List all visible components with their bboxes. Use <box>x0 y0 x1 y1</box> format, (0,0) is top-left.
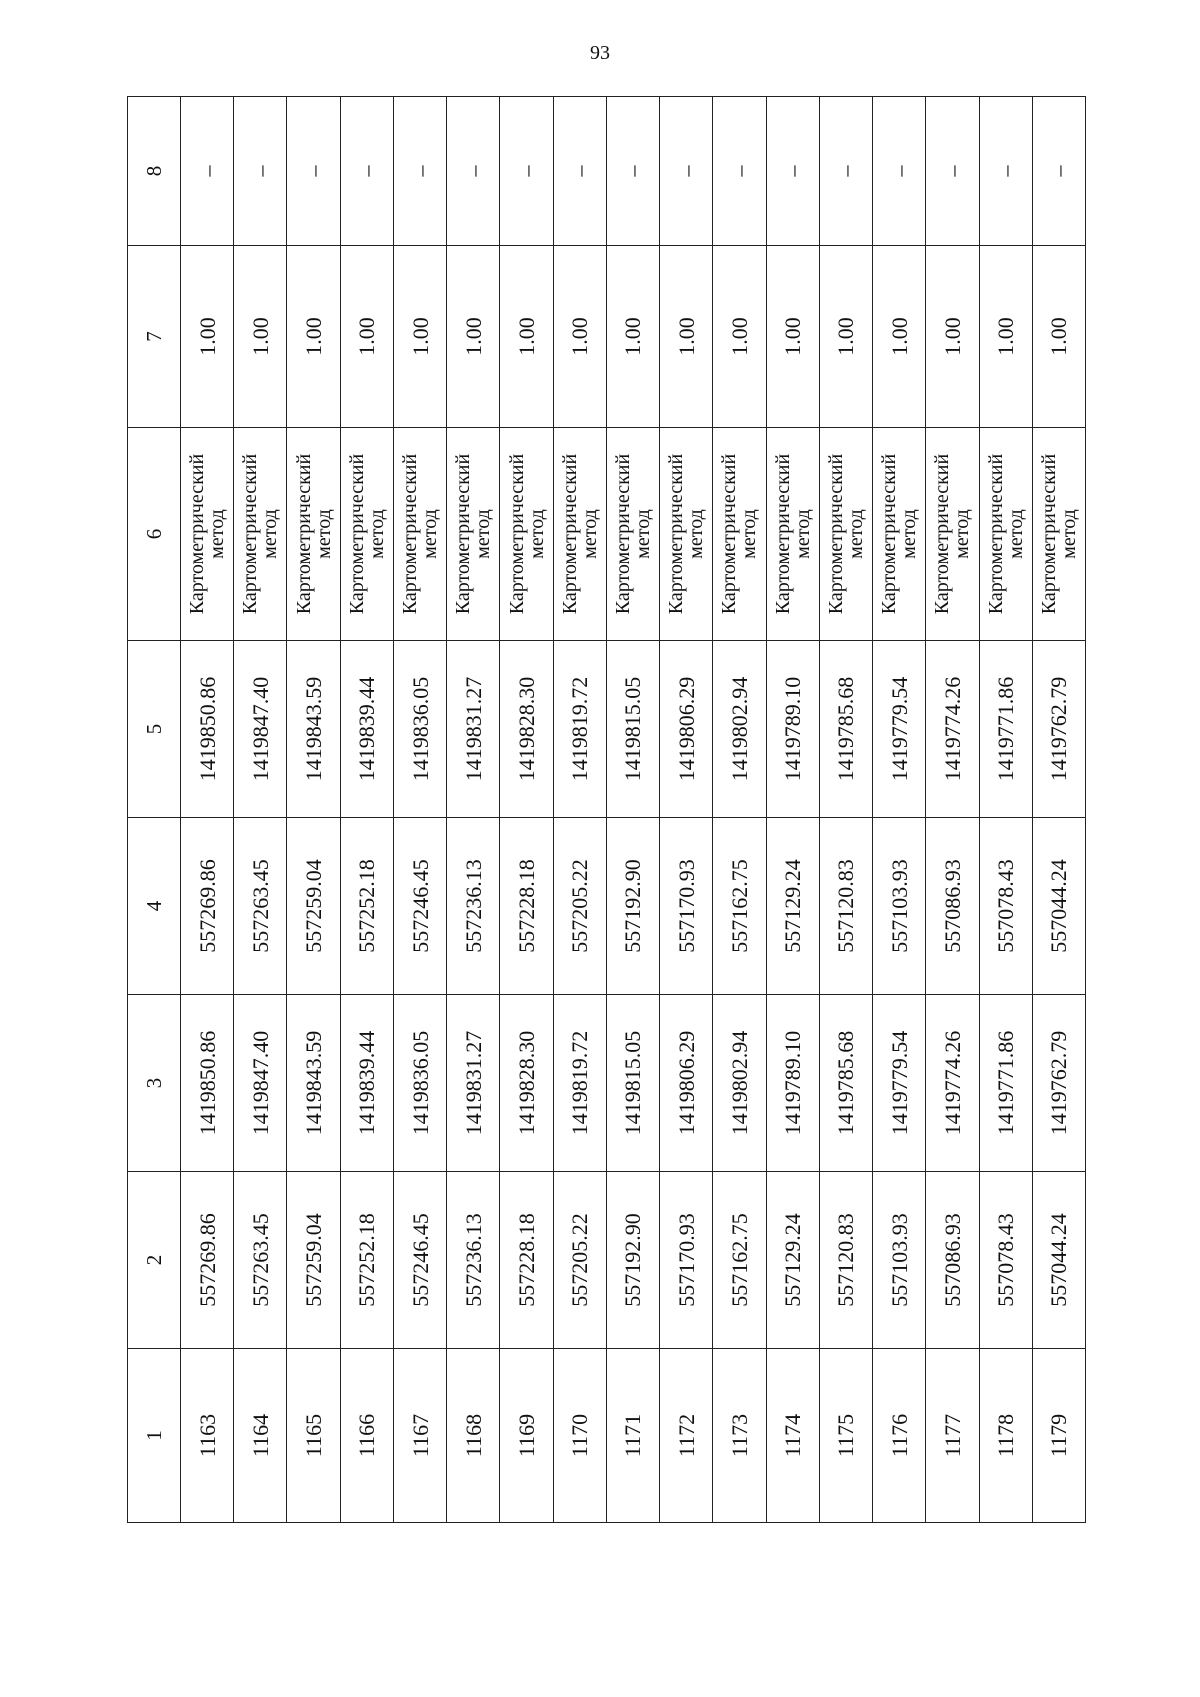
y-coordinate-cell: 1419815.05 <box>606 641 659 818</box>
y-coordinate-cell: 1419843.59 <box>287 641 340 818</box>
note-cell: – <box>447 97 500 246</box>
table-row <box>926 97 979 1523</box>
table-row <box>447 97 500 1523</box>
column-header: 1 <box>128 1349 181 1523</box>
table-row <box>766 97 819 1523</box>
x-coordinate-cell: 557252.18 <box>340 818 393 995</box>
y-coordinate-cell: 1419779.54 <box>873 995 926 1172</box>
method-cell: Картометрический метод <box>819 428 872 641</box>
point-number-cell: 1174 <box>766 1349 819 1523</box>
x-coordinate-cell: 557044.24 <box>1032 1172 1085 1349</box>
x-coordinate-cell: 557269.86 <box>181 1172 234 1349</box>
y-coordinate-cell: 1419802.94 <box>713 995 766 1172</box>
note-cell: – <box>979 97 1032 246</box>
method-cell: Картометрический метод <box>926 428 979 641</box>
accuracy-cell: 1.00 <box>393 246 446 428</box>
note-cell: – <box>287 97 340 246</box>
method-cell: Картометрический метод <box>447 428 500 641</box>
method-cell: Картометрический метод <box>873 428 926 641</box>
y-coordinate-cell: 1419815.05 <box>606 995 659 1172</box>
accuracy-cell: 1.00 <box>606 246 659 428</box>
column-header: 6 <box>128 428 181 641</box>
x-coordinate-cell: 557205.22 <box>553 1172 606 1349</box>
table-row <box>553 97 606 1523</box>
note-cell: – <box>606 97 659 246</box>
y-coordinate-cell: 1419819.72 <box>553 995 606 1172</box>
note-cell: – <box>819 97 872 246</box>
accuracy-cell: 1.00 <box>979 246 1032 428</box>
point-number-cell: 1165 <box>287 1349 340 1523</box>
point-number-cell: 1169 <box>500 1349 553 1523</box>
y-coordinate-cell: 1419771.86 <box>979 641 1032 818</box>
column-header: 5 <box>128 641 181 818</box>
point-number-cell: 1179 <box>1032 1349 1085 1523</box>
note-cell: – <box>393 97 446 246</box>
note-cell: – <box>500 97 553 246</box>
table-row <box>500 97 553 1523</box>
note-cell: – <box>766 97 819 246</box>
point-number-cell: 1170 <box>553 1349 606 1523</box>
accuracy-cell: 1.00 <box>234 246 287 428</box>
x-coordinate-cell: 557246.45 <box>393 818 446 995</box>
accuracy-cell: 1.00 <box>553 246 606 428</box>
y-coordinate-cell: 1419850.86 <box>181 641 234 818</box>
y-coordinate-cell: 1419850.86 <box>181 995 234 1172</box>
accuracy-cell: 1.00 <box>1032 246 1085 428</box>
y-coordinate-cell: 1419828.30 <box>500 995 553 1172</box>
y-coordinate-cell: 1419819.72 <box>553 641 606 818</box>
x-coordinate-cell: 557192.90 <box>606 1172 659 1349</box>
method-cell: Картометрический метод <box>979 428 1032 641</box>
note-cell: – <box>1032 97 1085 246</box>
x-coordinate-cell: 557170.93 <box>660 818 713 995</box>
x-coordinate-cell: 557205.22 <box>553 818 606 995</box>
note-cell: – <box>660 97 713 246</box>
x-coordinate-cell: 557263.45 <box>234 1172 287 1349</box>
accuracy-cell: 1.00 <box>819 246 872 428</box>
x-coordinate-cell: 557120.83 <box>819 1172 872 1349</box>
y-coordinate-cell: 1419785.68 <box>819 641 872 818</box>
accuracy-cell: 1.00 <box>500 246 553 428</box>
x-coordinate-cell: 557086.93 <box>926 1172 979 1349</box>
note-cell: – <box>234 97 287 246</box>
table-row <box>340 97 393 1523</box>
y-coordinate-cell: 1419828.30 <box>500 641 553 818</box>
y-coordinate-cell: 1419762.79 <box>1032 995 1085 1172</box>
y-coordinate-cell: 1419789.10 <box>766 641 819 818</box>
method-cell: Картометрический метод <box>766 428 819 641</box>
y-coordinate-cell: 1419847.40 <box>234 995 287 1172</box>
y-coordinate-cell: 1419802.94 <box>713 641 766 818</box>
table-row <box>181 97 234 1523</box>
x-coordinate-cell: 557236.13 <box>447 1172 500 1349</box>
y-coordinate-cell: 1419839.44 <box>340 641 393 818</box>
y-coordinate-cell: 1419843.59 <box>287 995 340 1172</box>
table-row <box>819 97 872 1523</box>
x-coordinate-cell: 557162.75 <box>713 818 766 995</box>
method-cell: Картометрический метод <box>660 428 713 641</box>
page-number: 93 <box>590 42 610 64</box>
y-coordinate-cell: 1419836.05 <box>393 641 446 818</box>
method-cell: Картометрический метод <box>340 428 393 641</box>
x-coordinate-cell: 557120.83 <box>819 818 872 995</box>
point-number-cell: 1164 <box>234 1349 287 1523</box>
method-cell: Картометрический метод <box>500 428 553 641</box>
table-row <box>660 97 713 1523</box>
table-row <box>393 97 446 1523</box>
y-coordinate-cell: 1419774.26 <box>926 641 979 818</box>
y-coordinate-cell: 1419789.10 <box>766 995 819 1172</box>
y-coordinate-cell: 1419774.26 <box>926 995 979 1172</box>
y-coordinate-cell: 1419831.27 <box>447 995 500 1172</box>
table-body <box>181 97 1086 1523</box>
accuracy-cell: 1.00 <box>660 246 713 428</box>
table-header-row <box>128 97 181 1523</box>
accuracy-cell: 1.00 <box>340 246 393 428</box>
point-number-cell: 1173 <box>713 1349 766 1523</box>
y-coordinate-cell: 1419831.27 <box>447 641 500 818</box>
point-number-cell: 1178 <box>979 1349 1032 1523</box>
method-cell: Картометрический метод <box>287 428 340 641</box>
x-coordinate-cell: 557078.43 <box>979 1172 1032 1349</box>
point-number-cell: 1175 <box>819 1349 872 1523</box>
y-coordinate-cell: 1419806.29 <box>660 995 713 1172</box>
x-coordinate-cell: 557259.04 <box>287 818 340 995</box>
x-coordinate-cell: 557228.18 <box>500 818 553 995</box>
x-coordinate-cell: 557129.24 <box>766 1172 819 1349</box>
table-row <box>606 97 659 1523</box>
x-coordinate-cell: 557103.93 <box>873 818 926 995</box>
point-number-cell: 1171 <box>606 1349 659 1523</box>
point-number-cell: 1166 <box>340 1349 393 1523</box>
y-coordinate-cell: 1419806.29 <box>660 641 713 818</box>
point-number-cell: 1167 <box>393 1349 446 1523</box>
x-coordinate-cell: 557263.45 <box>234 818 287 995</box>
method-cell: Картометрический метод <box>553 428 606 641</box>
x-coordinate-cell: 557236.13 <box>447 818 500 995</box>
x-coordinate-cell: 557086.93 <box>926 818 979 995</box>
coordinates-table-rotated <box>127 97 1086 1523</box>
column-header: 8 <box>128 97 181 246</box>
table-row <box>713 97 766 1523</box>
accuracy-cell: 1.00 <box>287 246 340 428</box>
x-coordinate-cell: 557044.24 <box>1032 818 1085 995</box>
x-coordinate-cell: 557269.86 <box>181 818 234 995</box>
x-coordinate-cell: 557228.18 <box>500 1172 553 1349</box>
table-row <box>873 97 926 1523</box>
note-cell: – <box>340 97 393 246</box>
point-number-cell: 1176 <box>873 1349 926 1523</box>
x-coordinate-cell: 557078.43 <box>979 818 1032 995</box>
point-number-cell: 1172 <box>660 1349 713 1523</box>
x-coordinate-cell: 557103.93 <box>873 1172 926 1349</box>
accuracy-cell: 1.00 <box>447 246 500 428</box>
table-row <box>1032 97 1085 1523</box>
method-cell: Картометрический метод <box>606 428 659 641</box>
column-header: 2 <box>128 1172 181 1349</box>
x-coordinate-cell: 557162.75 <box>713 1172 766 1349</box>
table-row <box>287 97 340 1523</box>
note-cell: – <box>926 97 979 246</box>
column-header: 4 <box>128 818 181 995</box>
y-coordinate-cell: 1419785.68 <box>819 995 872 1172</box>
x-coordinate-cell: 557259.04 <box>287 1172 340 1349</box>
note-cell: – <box>873 97 926 246</box>
accuracy-cell: 1.00 <box>181 246 234 428</box>
point-number-cell: 1168 <box>447 1349 500 1523</box>
table-row <box>979 97 1032 1523</box>
y-coordinate-cell: 1419779.54 <box>873 641 926 818</box>
note-cell: – <box>713 97 766 246</box>
x-coordinate-cell: 557129.24 <box>766 818 819 995</box>
method-cell: Картометрический метод <box>393 428 446 641</box>
column-header: 7 <box>128 246 181 428</box>
accuracy-cell: 1.00 <box>713 246 766 428</box>
method-cell: Картометрический метод <box>234 428 287 641</box>
x-coordinate-cell: 557246.45 <box>393 1172 446 1349</box>
method-cell: Картометрический метод <box>1032 428 1085 641</box>
table-row <box>234 97 287 1523</box>
y-coordinate-cell: 1419839.44 <box>340 995 393 1172</box>
y-coordinate-cell: 1419836.05 <box>393 995 446 1172</box>
accuracy-cell: 1.00 <box>873 246 926 428</box>
note-cell: – <box>181 97 234 246</box>
method-cell: Картометрический метод <box>181 428 234 641</box>
accuracy-cell: 1.00 <box>766 246 819 428</box>
point-number-cell: 1177 <box>926 1349 979 1523</box>
accuracy-cell: 1.00 <box>926 246 979 428</box>
column-header: 3 <box>128 995 181 1172</box>
y-coordinate-cell: 1419847.40 <box>234 641 287 818</box>
method-cell: Картометрический метод <box>713 428 766 641</box>
x-coordinate-cell: 557170.93 <box>660 1172 713 1349</box>
coordinates-table <box>127 96 1086 1523</box>
y-coordinate-cell: 1419762.79 <box>1032 641 1085 818</box>
x-coordinate-cell: 557252.18 <box>340 1172 393 1349</box>
y-coordinate-cell: 1419771.86 <box>979 995 1032 1172</box>
x-coordinate-cell: 557192.90 <box>606 818 659 995</box>
point-number-cell: 1163 <box>181 1349 234 1523</box>
note-cell: – <box>553 97 606 246</box>
